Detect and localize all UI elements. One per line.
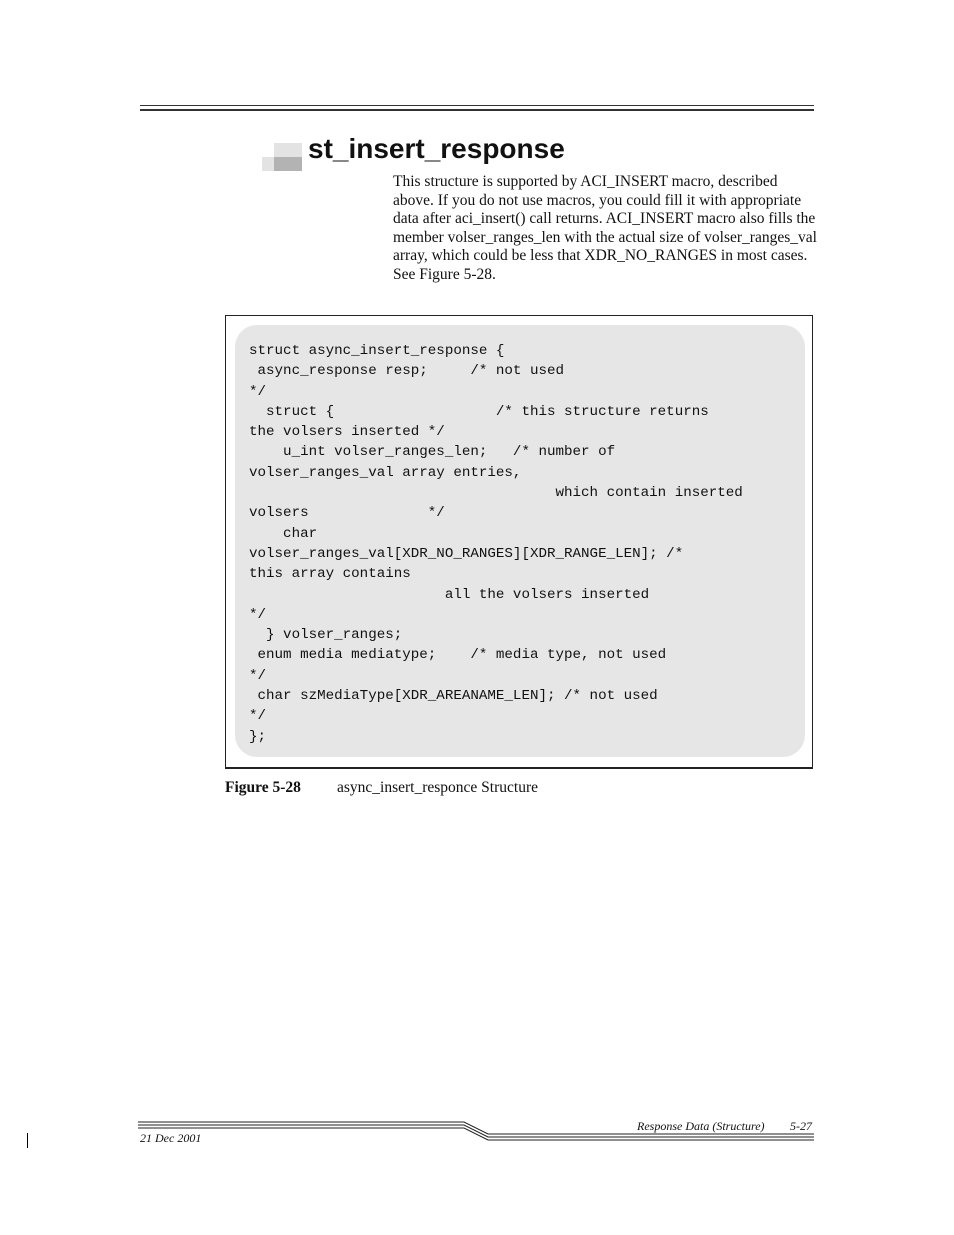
footer-page-number: 5-27 [790, 1119, 812, 1133]
section-paragraph: This structure is supported by ACI_INSERT macro, described above. If you do not use macros, you could fill it with appropriate data after aci_insert() call returns. ACI_INSERT macro also fills the member volser_ranges_len with the actual size of volser_ranges_val array, which could be less that XDR_NO_RANGES in most cases. See Figure 5-28. [393, 173, 817, 283]
change-bar [27, 1133, 28, 1148]
section-title: st_insert_response [308, 133, 565, 164]
figure-caption [225, 779, 539, 797]
code-block [235, 325, 805, 757]
footer-date: 21 Dec 2001 [140, 1131, 202, 1145]
figure-caption-label: Figure 5-28 [225, 779, 301, 796]
figure-caption-text: async_insert_responce Structure [337, 779, 539, 796]
code-listing: struct async_insert_response { async_response resp; /* not used */ struct { /* this structure returns the volsers inserted */ u_int volser_ranges_len; /* number of volser_ranges_val array entries, which contain inserted volsers */ char volser_ranges_val[XDR_NO_RANGES][XDR_RANGE_LEN]; /* this array contains all the volsers inserted */ } volser_ranges; enum media mediatype; /* media type, not used */ char szMediaType[XDR_AREANAME_LEN]; /* not used */ }; [249, 343, 743, 745]
footer-section-name: Response Data (Structure) [637, 1119, 765, 1133]
figure-frame [225, 315, 813, 769]
heading-marker-icon [262, 143, 302, 171]
header-rule [140, 105, 814, 111]
